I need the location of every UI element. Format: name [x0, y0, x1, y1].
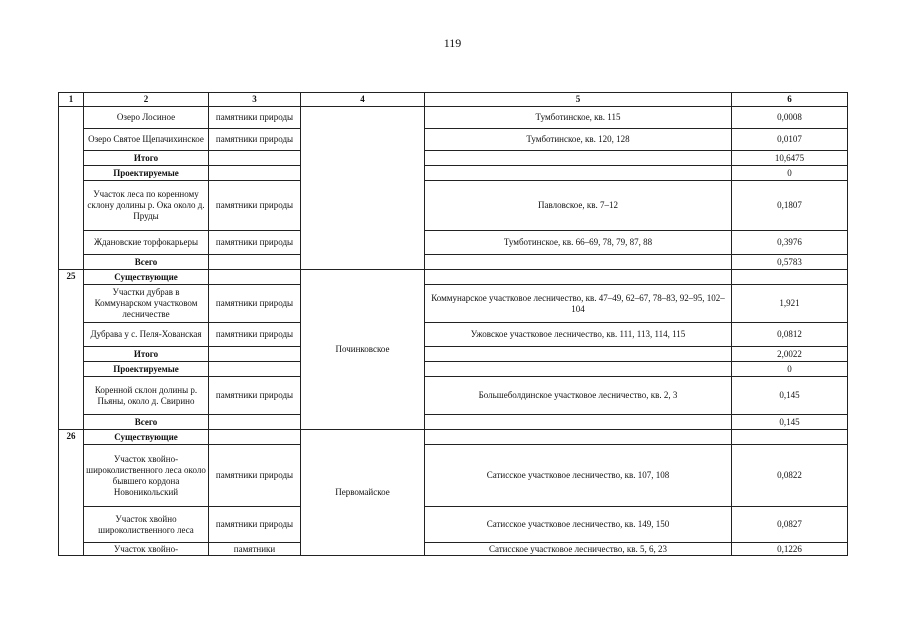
subtotal-label: Итого	[84, 347, 209, 362]
location-cell	[425, 362, 732, 377]
protected-areas-table	[58, 92, 848, 556]
column-header: 3	[209, 93, 301, 107]
object-category	[209, 166, 301, 181]
table-row	[59, 445, 848, 507]
location-cell: Коммунарское участковое лесничество, кв. 47–49, 62–67, 78–83, 92–95, 102–104	[425, 285, 732, 323]
table-row	[59, 347, 848, 362]
table-row	[59, 507, 848, 543]
object-category	[209, 270, 301, 285]
area-cell: 0,5783	[732, 255, 848, 270]
area-cell: 0,145	[732, 377, 848, 415]
location-cell: Тумботинское, кв. 120, 128	[425, 129, 732, 151]
area-cell: 0,0008	[732, 107, 848, 129]
section-label: Существующие	[84, 430, 209, 445]
total-label: Всего	[84, 255, 209, 270]
location-cell	[425, 270, 732, 285]
table-row	[59, 415, 848, 430]
area-cell: 0,1807	[732, 181, 848, 231]
object-category: памятники природы	[209, 107, 301, 129]
area-cell: 0,145	[732, 415, 848, 430]
location-cell	[425, 347, 732, 362]
object-category	[209, 151, 301, 166]
object-name: Участок хвойно широколиственного леса	[84, 507, 209, 543]
row-number-cell	[59, 107, 84, 270]
area-cell: 0,3976	[732, 231, 848, 255]
location-cell: Тумботинское, кв. 66–69, 78, 79, 87, 88	[425, 231, 732, 255]
column-header: 4	[301, 93, 425, 107]
column-header: 1	[59, 93, 84, 107]
table-row	[59, 129, 848, 151]
object-category	[209, 415, 301, 430]
location-cell	[425, 255, 732, 270]
location-cell: Сатисское участковое лесничество, кв. 5, 6, 23	[425, 543, 732, 556]
district-cell: Первомайское	[301, 430, 425, 556]
area-cell: 0,0107	[732, 129, 848, 151]
object-name: Участки дубрав в Коммунарском участковом лесничестве	[84, 285, 209, 323]
section-label: Проектируемые	[84, 166, 209, 181]
area-cell: 0	[732, 166, 848, 181]
object-name: Коренной склон долины р. Пьяны, около д. Свирино	[84, 377, 209, 415]
object-name: Дубрава у с. Пеля-Хованская	[84, 323, 209, 347]
location-cell	[425, 166, 732, 181]
district-cell	[301, 107, 425, 270]
location-cell	[425, 430, 732, 445]
object-name: Участок леса по коренному склону долины р. Ока около д. Пруды	[84, 181, 209, 231]
object-name: Участок хвойно-	[84, 543, 209, 556]
table-row	[59, 166, 848, 181]
area-cell: 0,0827	[732, 507, 848, 543]
object-category: памятники природы	[209, 323, 301, 347]
table-row	[59, 430, 848, 445]
area-cell: 0,1226	[732, 543, 848, 556]
location-cell	[425, 151, 732, 166]
table-row	[59, 323, 848, 347]
object-category: памятники природы	[209, 129, 301, 151]
object-category: памятники природы	[209, 507, 301, 543]
row-number-cell: 26	[59, 430, 84, 556]
table-row	[59, 270, 848, 285]
area-cell: 0,0822	[732, 445, 848, 507]
table-row	[59, 107, 848, 129]
location-cell: Большеболдинское участковое лесничество, кв. 2, 3	[425, 377, 732, 415]
column-header: 5	[425, 93, 732, 107]
area-cell: 0	[732, 362, 848, 377]
column-header: 2	[84, 93, 209, 107]
location-cell: Сатисское участковое лесничество, кв. 149, 150	[425, 507, 732, 543]
object-category: памятники природы	[209, 231, 301, 255]
table-row	[59, 362, 848, 377]
area-cell: 1,921	[732, 285, 848, 323]
area-cell: 10,6475	[732, 151, 848, 166]
object-name: Озеро Святое Щепачихинское	[84, 129, 209, 151]
object-name: Озеро Лосиное	[84, 107, 209, 129]
table-row	[59, 151, 848, 166]
object-category	[209, 255, 301, 270]
location-cell: Тумботинское, кв. 115	[425, 107, 732, 129]
table-row	[59, 181, 848, 231]
object-category: памятники природы	[209, 181, 301, 231]
subtotal-label: Итого	[84, 151, 209, 166]
object-category	[209, 347, 301, 362]
object-category	[209, 430, 301, 445]
object-category	[209, 362, 301, 377]
column-header: 6	[732, 93, 848, 107]
object-name: Участок хвойно-широколиственного леса около бывшего кордона Новоникольский	[84, 445, 209, 507]
object-category: памятники природы	[209, 285, 301, 323]
table-header-row	[59, 93, 848, 107]
object-category: памятники	[209, 543, 301, 556]
page-number: 119	[443, 36, 462, 50]
area-cell	[732, 270, 848, 285]
total-label: Всего	[84, 415, 209, 430]
table-row	[59, 255, 848, 270]
area-cell: 2,0022	[732, 347, 848, 362]
object-category: памятники природы	[209, 445, 301, 507]
table-row	[59, 543, 848, 556]
object-name: Ждановские торфокарьеры	[84, 231, 209, 255]
location-cell: Павловское, кв. 7–12	[425, 181, 732, 231]
location-cell: Ужовское участковое лесничество, кв. 111, 113, 114, 115	[425, 323, 732, 347]
area-cell	[732, 430, 848, 445]
section-label: Существующие	[84, 270, 209, 285]
area-cell: 0,0812	[732, 323, 848, 347]
object-category: памятники природы	[209, 377, 301, 415]
location-cell	[425, 415, 732, 430]
table-row	[59, 285, 848, 323]
location-cell: Сатисское участковое лесничество, кв. 107, 108	[425, 445, 732, 507]
table-row	[59, 377, 848, 415]
section-label: Проектируемые	[84, 362, 209, 377]
district-cell: Починковское	[301, 270, 425, 430]
table-row	[59, 231, 848, 255]
row-number-cell: 25	[59, 270, 84, 430]
